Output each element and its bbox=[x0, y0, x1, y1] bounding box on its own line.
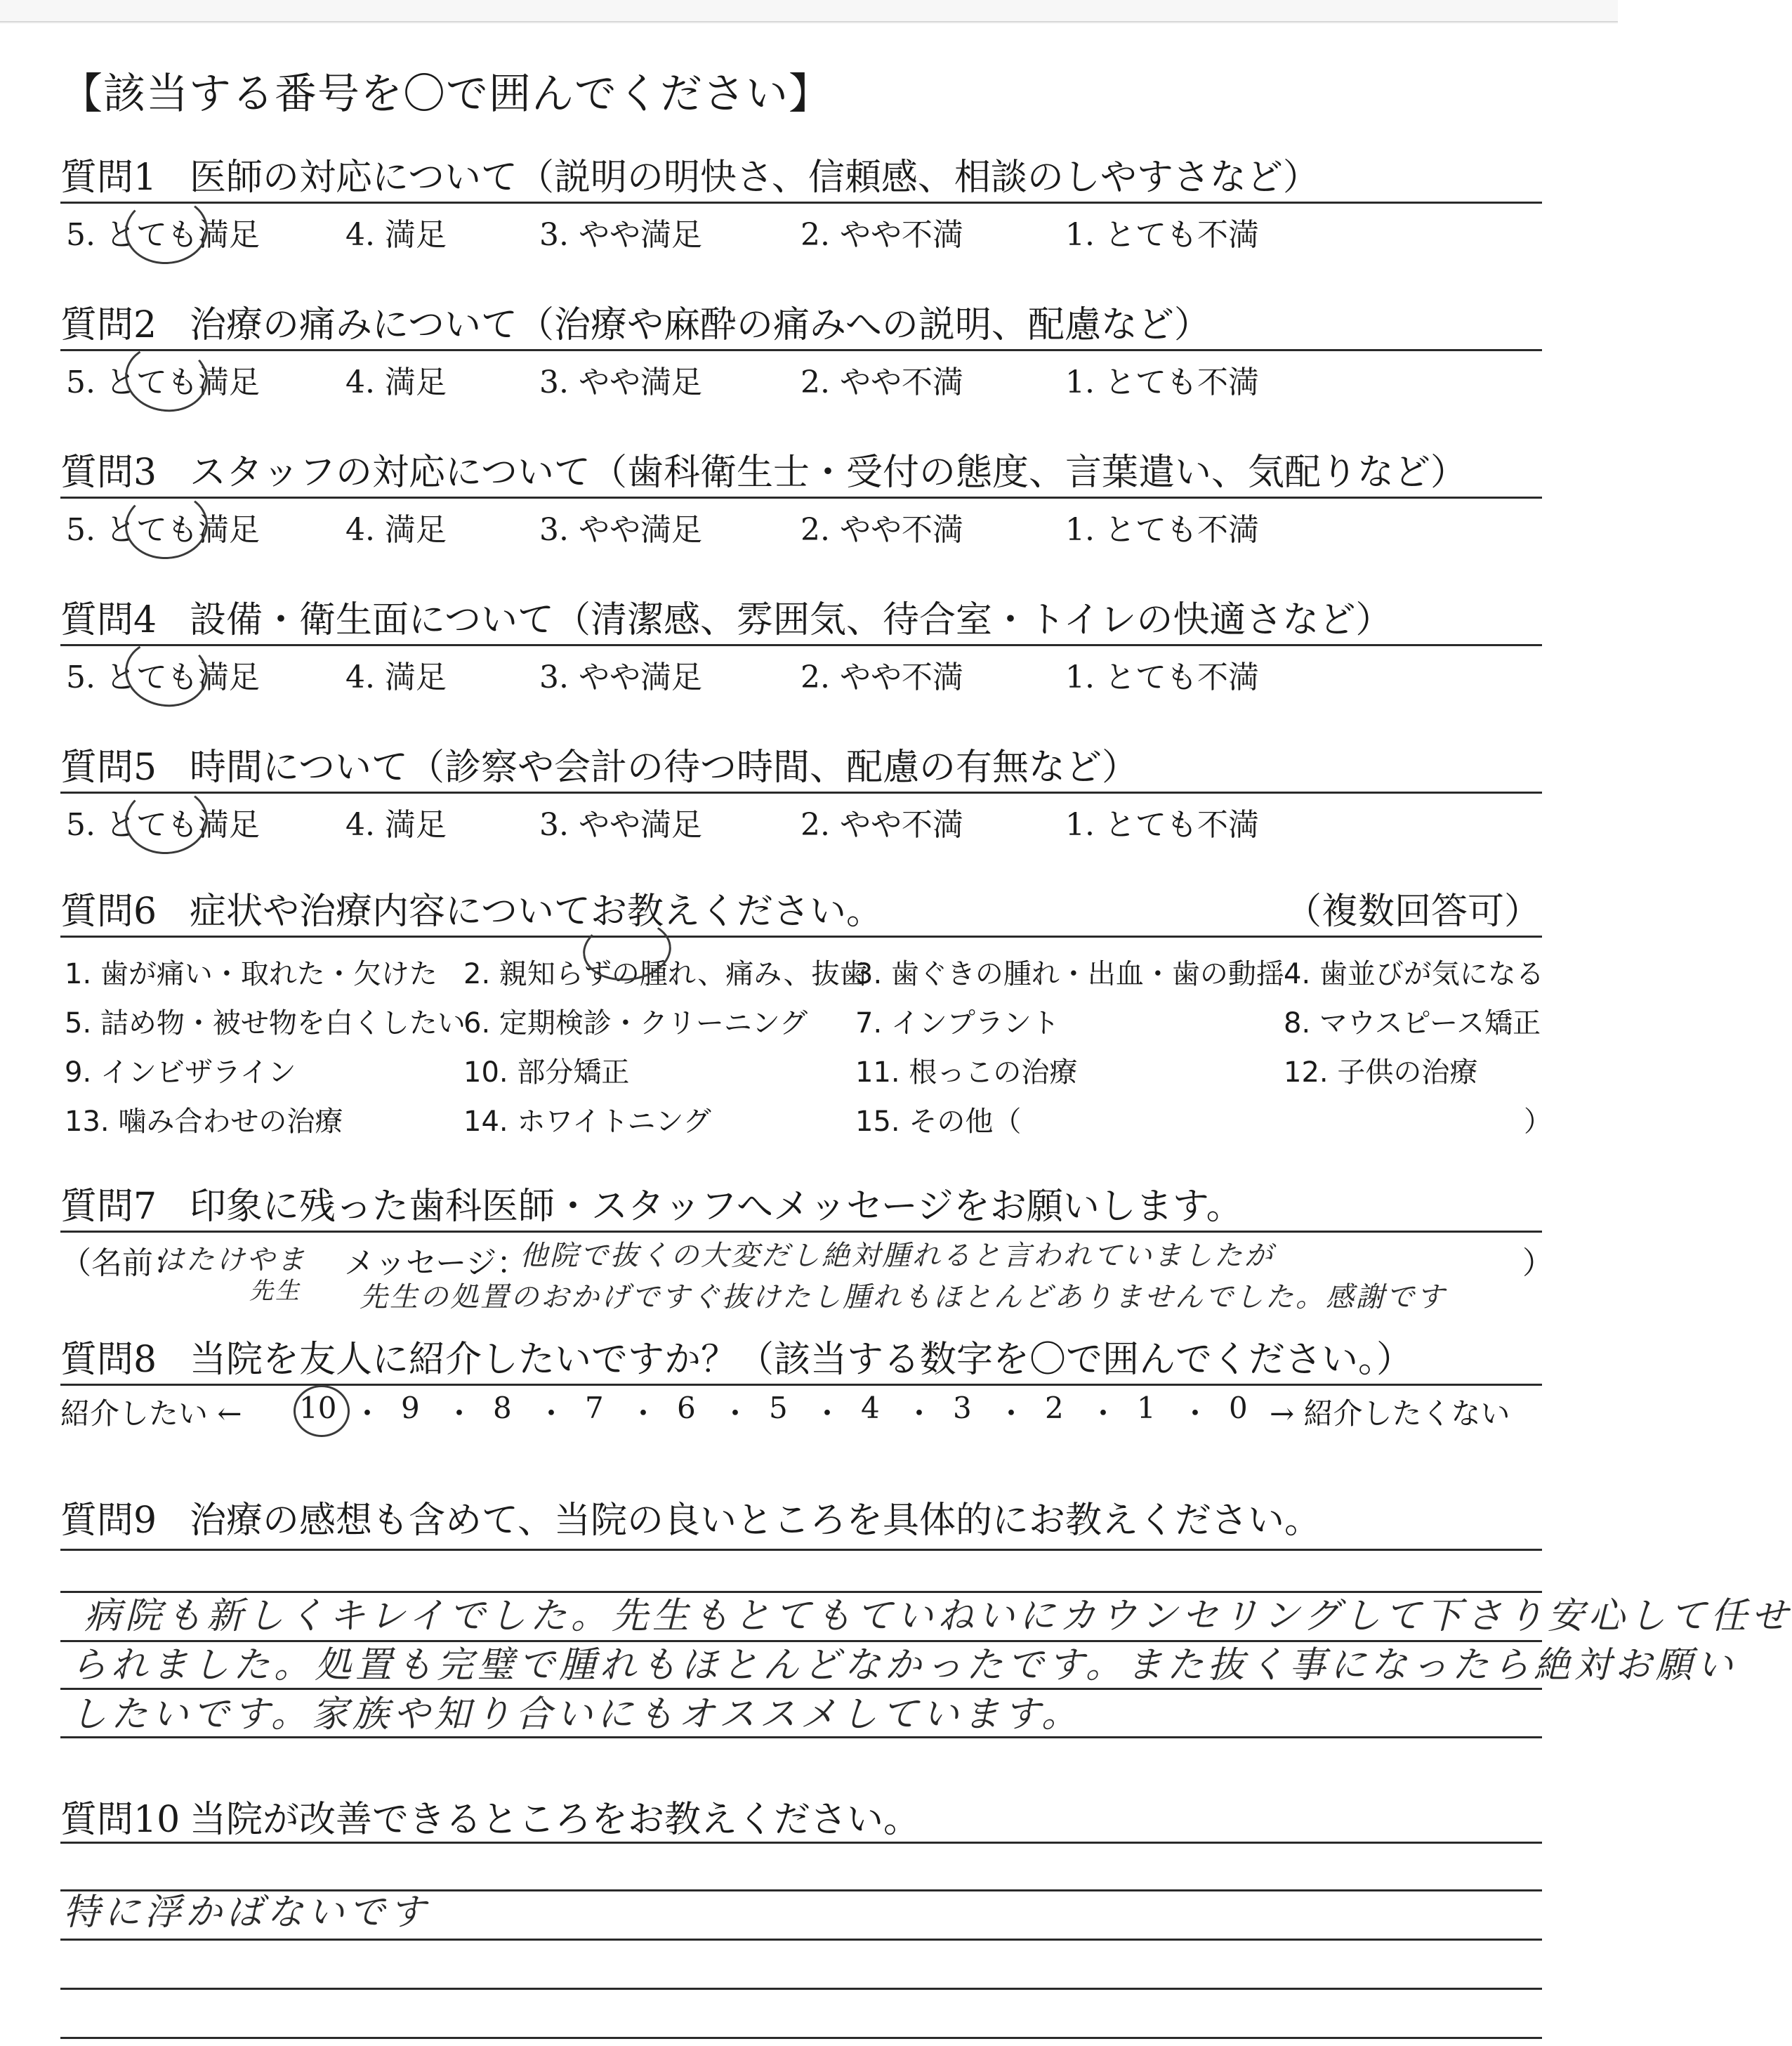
q7-message-prefix: メッセージ： bbox=[344, 1245, 528, 1281]
q3-option-1: 1. とても不満 bbox=[1065, 512, 1259, 548]
q5-option-3: 3. やや満足 bbox=[539, 807, 702, 843]
q6-option-3: 3. 歯ぐきの腫れ・出血・歯の動揺 bbox=[855, 958, 1284, 990]
q8-scale-separator: ・ bbox=[904, 1396, 935, 1431]
q10-rule-1 bbox=[60, 1842, 1542, 1844]
q6-option-1: 1. 歯が痛い・取れた・欠けた bbox=[65, 958, 437, 990]
q6-option-16: ） bbox=[1524, 1106, 1552, 1138]
q7-text: 印象に残った歯科医師・スタッフへメッセージをお願いします。 bbox=[190, 1186, 1243, 1228]
q4-option-2: 2. やや不満 bbox=[801, 660, 963, 695]
q3-option-5: 5. とても満足 bbox=[66, 512, 260, 548]
q8-scale-separator: ・ bbox=[720, 1396, 751, 1431]
q1-option-5: 5. とても満足 bbox=[66, 217, 260, 253]
q2-option-1: 1. とても不満 bbox=[1065, 365, 1259, 400]
q9-answer-line-3: したいです。家族や知り合いにもオススメしています。 bbox=[70, 1693, 1083, 1736]
q9-text: 治療の感想も含めて、当院の良いところを具体的にお教えください。 bbox=[190, 1500, 1321, 1542]
q6-text: 症状や治療内容についてお教えください。 bbox=[190, 891, 883, 933]
q1-option-4: 4. 満足 bbox=[345, 217, 447, 253]
q7-close-paren: ） bbox=[1522, 1245, 1553, 1281]
q8-scale-6: 6 bbox=[677, 1391, 696, 1425]
q1-option-2: 2. やや不満 bbox=[801, 217, 963, 253]
q6-option-4: 4. 歯並びが気になる bbox=[1284, 958, 1544, 990]
q1-text: 医師の対応について（説明の明快さ、信頼感、相談のしやすさなど） bbox=[190, 157, 1319, 199]
q4-option-5: 5. とても満足 bbox=[66, 660, 260, 695]
q6-option-8: 8. マウスピース矯正 bbox=[1284, 1007, 1541, 1040]
q8-scale-0: 0 bbox=[1229, 1391, 1248, 1425]
q8-scale-separator: ・ bbox=[1088, 1396, 1119, 1431]
q8-label: 質問8 bbox=[60, 1339, 157, 1381]
q8-scale-separator: ・ bbox=[1180, 1396, 1211, 1431]
q5-option-4: 4. 満足 bbox=[345, 807, 447, 843]
q4-label: 質問4 bbox=[60, 599, 157, 641]
q9-answer-line-2: られました。処置も完璧で腫れもほとんどなかったです。また抜く事になったら絶対お願い bbox=[70, 1644, 1737, 1686]
q3-option-2: 2. やや不満 bbox=[801, 512, 963, 548]
form-header: 【該当する番号を〇で囲んでください】 bbox=[60, 70, 831, 119]
q6-rule bbox=[60, 936, 1542, 938]
q1-selection-circle bbox=[123, 194, 210, 267]
q8-selection-circle bbox=[294, 1385, 350, 1437]
q7-message-line1: 他院で抜くの大変だし絶対腫れると言われていましたが bbox=[520, 1240, 1274, 1272]
q8-scale-separator: ・ bbox=[536, 1396, 567, 1431]
q3-rule bbox=[60, 497, 1542, 499]
q8-scale-4: 4 bbox=[861, 1391, 880, 1425]
q4-text: 設備・衛生面について（清潔感、雰囲気、待合室・トイレの快適さなど） bbox=[190, 599, 1392, 641]
q10-rule-5 bbox=[60, 2037, 1542, 2039]
q6-option-15: 15. その他（ bbox=[855, 1106, 1022, 1138]
q9-label: 質問9 bbox=[60, 1500, 157, 1542]
q7-name-title: 先生 bbox=[249, 1277, 301, 1305]
q6-option-14: 14. ホワイトニング bbox=[463, 1106, 711, 1138]
q10-text: 当院が改善できるところをお教えください。 bbox=[190, 1799, 921, 1841]
q1-rule bbox=[60, 202, 1542, 204]
q8-scale-separator: ・ bbox=[353, 1396, 383, 1431]
q6-note: （複数回答可） bbox=[1285, 891, 1541, 933]
q3-selection-circle bbox=[123, 489, 210, 562]
q2-label: 質問2 bbox=[60, 304, 157, 346]
q6-option-6: 6. 定期検診・クリーニング bbox=[463, 1007, 808, 1040]
q9-rule-1 bbox=[60, 1549, 1542, 1551]
q3-option-4: 4. 満足 bbox=[345, 512, 447, 548]
q9-answer-line-1: 病院も新しくキレイでした。先生もとてもていねいにカウンセリングして下さり安心して任せ bbox=[84, 1595, 1792, 1637]
q8-scale-9: 9 bbox=[401, 1391, 420, 1425]
q1-option-3: 3. やや満足 bbox=[539, 217, 702, 253]
q10-rule-3 bbox=[60, 1939, 1542, 1941]
q2-option-5: 5. とても満足 bbox=[66, 365, 260, 400]
q7-rule bbox=[60, 1231, 1542, 1233]
q8-right-label: → 紹介したくない bbox=[1270, 1396, 1510, 1431]
q2-option-4: 4. 満足 bbox=[345, 365, 447, 400]
q4-rule bbox=[60, 644, 1542, 646]
q8-text: 当院を友人に紹介したいですか？（該当する数字を〇で囲んでください。） bbox=[190, 1339, 1414, 1381]
q7-message-line2: 先生の処置のおかげですぐ抜けたし腫れもほとんどありませんでした。感謝です bbox=[360, 1281, 1447, 1313]
q6-option-5: 5. 詰め物・被せ物を白くしたい bbox=[65, 1007, 466, 1040]
q6-option-9: 9. インビザライン bbox=[65, 1056, 296, 1089]
q2-rule bbox=[60, 349, 1542, 351]
scan-top-line bbox=[0, 21, 1618, 22]
q3-label: 質問3 bbox=[60, 452, 157, 494]
q6-option-11: 11. 根っこの治療 bbox=[855, 1056, 1078, 1089]
q8-scale-separator: ・ bbox=[996, 1396, 1027, 1431]
q5-selection-circle bbox=[123, 784, 210, 857]
q10-answer: 特に浮かばないです bbox=[63, 1891, 430, 1934]
q2-text: 治療の痛みについて（治療や麻酔の痛みへの説明、配慮など） bbox=[190, 304, 1211, 346]
q8-scale-8: 8 bbox=[493, 1391, 512, 1425]
q5-text: 時間について（診察や会計の待つ時間、配慮の有無など） bbox=[190, 747, 1138, 789]
q6-option-2: 2. 親知らずの腫れ、痛み、抜歯 bbox=[463, 958, 868, 990]
q8-scale-separator: ・ bbox=[812, 1396, 843, 1431]
q1-label: 質問1 bbox=[60, 157, 157, 199]
q6-option-10: 10. 部分矯正 bbox=[463, 1056, 630, 1089]
q8-scale-5: 5 bbox=[769, 1391, 788, 1425]
q8-scale-separator: ・ bbox=[444, 1396, 475, 1431]
q2-option-2: 2. やや不満 bbox=[801, 365, 963, 400]
q3-option-3: 3. やや満足 bbox=[539, 512, 702, 548]
q6-option-7: 7. インプラント bbox=[855, 1007, 1060, 1040]
q8-scale-1: 1 bbox=[1137, 1391, 1156, 1425]
q8-scale-10: 10 bbox=[299, 1391, 337, 1425]
q5-option-2: 2. やや不満 bbox=[801, 807, 963, 843]
scan-top-edge bbox=[0, 0, 1618, 24]
q7-name-prefix: （名前： bbox=[60, 1245, 184, 1281]
q10-rule-4 bbox=[60, 1988, 1542, 1990]
q5-option-5: 5. とても満足 bbox=[66, 807, 260, 843]
q4-option-1: 1. とても不満 bbox=[1065, 660, 1259, 695]
q10-label: 質問10 bbox=[60, 1799, 180, 1841]
q6-label: 質問6 bbox=[60, 891, 157, 933]
q8-rule bbox=[60, 1384, 1542, 1386]
q1-option-1: 1. とても不満 bbox=[1065, 217, 1259, 253]
q8-left-label: 紹介したい ← bbox=[60, 1396, 242, 1431]
q6-option-12: 12. 子供の治療 bbox=[1284, 1056, 1478, 1089]
q4-option-4: 4. 満足 bbox=[345, 660, 447, 695]
q5-rule bbox=[60, 792, 1542, 794]
q4-option-3: 3. やや満足 bbox=[539, 660, 702, 695]
q7-label: 質問7 bbox=[60, 1186, 157, 1228]
q5-option-1: 1. とても不満 bbox=[1065, 807, 1259, 843]
q8-scale-separator: ・ bbox=[628, 1396, 659, 1431]
q8-scale-7: 7 bbox=[585, 1391, 604, 1425]
q8-scale-2: 2 bbox=[1045, 1391, 1064, 1425]
q8-scale-3: 3 bbox=[953, 1391, 972, 1425]
q2-option-3: 3. やや満足 bbox=[539, 365, 702, 400]
q3-text: スタッフの対応について（歯科衛生士・受付の態度、言葉遣い、気配りなど） bbox=[190, 452, 1467, 494]
q7-name-value: はたけやま bbox=[156, 1244, 307, 1276]
q5-label: 質問5 bbox=[60, 747, 157, 789]
q6-option-13: 13. 噛み合わせの治療 bbox=[65, 1106, 343, 1138]
